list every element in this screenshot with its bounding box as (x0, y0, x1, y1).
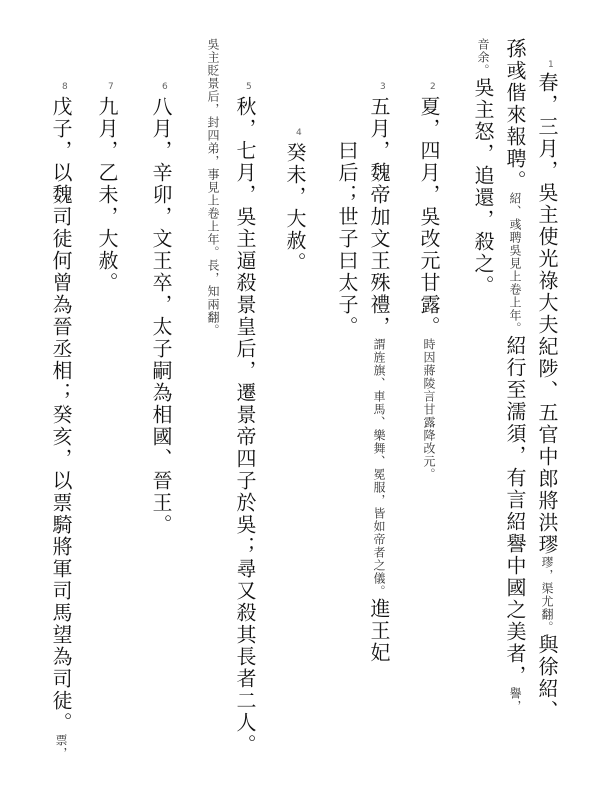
entry-text: 戊子，以魏司徒何曾為晉丞相；癸亥，以票騎將軍司馬望為司徒。 (49, 96, 73, 734)
entry-3-column-1 (368, 96, 390, 664)
entry-1-column-2 (504, 38, 526, 713)
entry-annotation: 譽， (508, 687, 522, 713)
entry-annotation: 璆，渠尤翻。 (540, 556, 554, 634)
entry-number: 8 (62, 82, 68, 92)
entry-6-column (150, 96, 172, 536)
entry-number: 5 (246, 82, 252, 92)
entry-text: 五月，魏帝加文王殊禮， (367, 96, 391, 338)
entry-text: 與徐紹、 (535, 634, 559, 722)
entry-number: 7 (108, 82, 114, 92)
entry-text: 癸未，大赦。 (283, 142, 307, 274)
entry-text: 曰后；世子曰太子。 (335, 140, 359, 338)
entry-annotation: 時因蔣陵言甘露降改元。 (422, 338, 436, 481)
entry-text: 進王妃 (367, 598, 391, 664)
entry-annotation: 紹、彧聘吳見上卷上年。 (508, 192, 522, 335)
entry-text: 八月，辛卯，文王卒，太子嗣為相國、晉王。 (149, 96, 173, 536)
entry-text: 秋，七月，吳主逼殺景皇后，遷景帝四子於吳；尋又殺其長者二人。 (233, 96, 257, 756)
entry-annotation: 票， (54, 734, 68, 760)
entry-text: 孫彧偕來報聘。 (503, 38, 527, 192)
entry-7-column (96, 96, 118, 294)
entry-annotation: 音余。 (476, 38, 490, 77)
entry-2-column (418, 96, 440, 481)
entry-text: 春，三月，吳主使光祿大夫紀陟、五官中郎將洪璆 (535, 72, 559, 556)
entry-text: 九月，乙未，大赦。 (95, 96, 119, 294)
entry-text: 吳主怒，追還，殺之。 (471, 77, 495, 297)
entry-number: 1 (548, 60, 554, 70)
entry-3-column-2 (336, 140, 358, 338)
entry-number: 3 (380, 82, 386, 92)
entry-number: 4 (296, 128, 302, 138)
entry-1-column-3 (472, 38, 494, 297)
entry-5-note: 吳主貶景后，封四弟，事見上卷上年。長，知兩翻。 (206, 38, 220, 337)
entry-8-column (50, 96, 72, 760)
entry-annotation: 謂旌旗、車馬、樂舞、冕服，皆如帝者之儀。 (372, 338, 386, 598)
entry-text: 夏，四月，吳改元甘露。 (417, 96, 441, 338)
entry-4-column (284, 142, 306, 274)
entry-number: 2 (430, 82, 436, 92)
entry-5-column (234, 96, 256, 756)
entry-text: 紹行至濡須，有言紹譽中國之美者， (503, 335, 527, 687)
entry-1-column-1 (536, 72, 558, 722)
entry-number: 6 (162, 82, 168, 92)
